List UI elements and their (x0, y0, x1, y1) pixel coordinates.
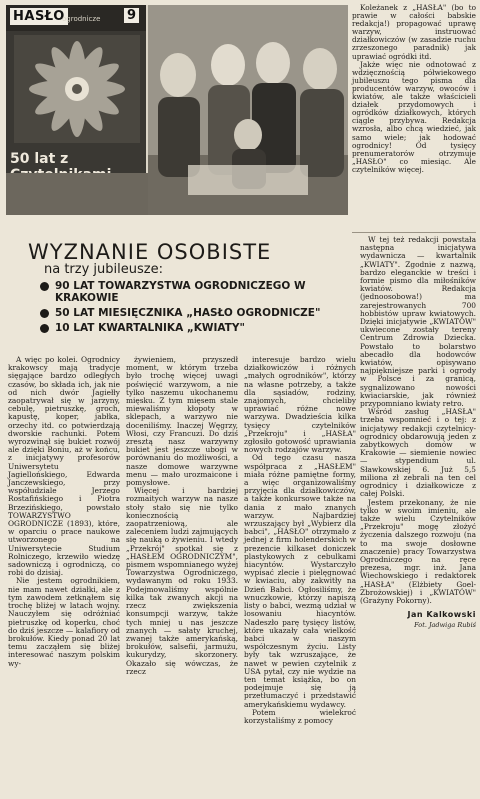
article-title: WYZNANIE OSOBISTE (28, 240, 272, 265)
bullet-icon (40, 324, 49, 333)
body-column-2 (126, 356, 238, 725)
body-paragraph: A więc po kolei. Ogrodnicy krakowscy mają tradycje sięgające bardzo odległych czasów, bo składa ich, jak nie od nich dwór Jagiełły zaopatrywał się w jarzyny, cebulę, pietruszkę, groch, kapustę, koper, jabłka, orzechy itd. co potwierdzają dworskie rachunki. Potem wyrozwinął się bukiet rozwój ale dzięki Boniu, aż w końcu, z inicjatywy profesorów Uniwersytetu Jagiellońskiego, Edwarda Janczewskiego, przy współudziale Jerzego Rostafińskiego i Piotra Brzezińskiego, powstało TOWARZYSTWO OGRODNICZE (1893), które, w oparciu o prace naukowe utworzonego na Uniwersytecie Studium Rolniczego, krzewiło wiedzę sadowniczą i ogrodniczą, co robi do dzisiaj. (8, 355, 120, 578)
right-paragraph: W tej też redakcji powstała następna inicjatywa wydawnicza — kwartalnik „KWIATY". Zgodnie z nazwą, bardzo eleganckie w treści i formie pismo dla miłośników kwiatów. Redakcja (jednoosobowa!) ma zarejestrowanych 700 hobbistów upraw kwiatowych. Dzięki inicjatywie „KWIATÓW" ukwiecone zostały tereny Centrum Zdrowia Dziecka. Powstało to bolarstwo abecadło dla hodowców kwiatów, opisywano najpiękniejsze parki i ogrody w Polsce i za granicą, sygnalizowano nowości kwiaciarskie, jak również przypomniano kwiaty retro. (360, 235, 476, 409)
jubilee-item: 50 LAT MIESIĘCZNIKA „HASŁO OGRODNICZE" (40, 307, 360, 319)
body-paragraph: Więcej i bardziej rozmaitych warzyw na nasze stoły stało się nie tylko koniecznością zaopatrzeniową, ale zaleceniem ludzi zajmujących się nauką o żywieniu. I wtedy „Przekrój" spotkał się z „HASŁEM OGRODNICZYM", pismem wspomnianego wyżej Towarzystwa Ogrodniczego, wydawanym od roku 1933. Podejmowaliśmy wspólnie kilka tak zwanych akcji na rzecz zwiększenia konsumpcji warzyw, także tych mniej u nas jeszcze znanych — sałaty kruchej, zwanej także amerykańską, brokułów, salsefii, jarmużu, kukurydzy, skorzonery. Okazało się wówczas, że rzecz (126, 486, 238, 676)
cover-masthead (6, 5, 146, 31)
cover-subtitle: ogrodnicze (62, 15, 101, 23)
photo-table (6, 173, 148, 215)
right-paragraph: Jestem przekonany, że nie tylko w swoim imieniu, ale także wielu Czytelników „Przekroju" mogę złożyć życzenia dalszego rozwoju (na to ma swoje dosłowne znaczenie) pracy Towarzystwa Ogrodniczego na ręce prezesa, mgr. inż. Jana Wiechowskiego i redaktorek „HASŁA" (Elżbiety Goel-Zbrożowskiej) i „KWIATÓW" (Grażyny Pokorny). (360, 497, 476, 605)
body-paragraph: interesuje bardzo wielu działkowiczów i różnych „małych ogrodników", którzy na własne potrzeby, a także dla sąsiadów, rodziny, znajomych, chcieliby uprawiać różne nowe warzywa. Dwadzieścia kilka tysięcy czytelników „Przekroju" i „HASŁA" zgłosiło gotowość uprawiania nowych rodzajów warzyw. (244, 355, 356, 455)
side-paragraph: Koleżanek z „HASŁA" (bo to prawie w całości babskie redakcja!) propagować uprawę warzyw, instruować działkowiczów (w zasadzie ruchu zrzeszonego paradnik) jak uprawiać ogródki itd. (352, 3, 476, 61)
cover-logo: HASŁO (10, 8, 68, 25)
bullet-icon (40, 309, 49, 318)
flower-image (14, 35, 140, 143)
body-column-3 (244, 356, 356, 725)
body-paragraph: Potem wielekroć korzystaliśmy z pomocy (244, 707, 356, 725)
side-paragraph: Jakże więc nie odnotować z wdzięcznością półwiekowego jubileuszu tego pisma dla producentów warzyw, owoców i kwiatów, ale także właścicieli działek przydomowych i ogródków działkowych, których ciągle przybywa. Redakcja wzrosła, albo chcą wiedzieć, jak samo wiele; jak hodować ogrodnicy! Od tysięcy prenumeratorów otrzymuje „HASŁO" co miesiąc. Ale czytelników więcej. (352, 59, 476, 174)
article-subtitle: na trzy jubileusze: (44, 262, 163, 277)
photo-credit: Fot. Jadwiga Rubiś (414, 621, 476, 630)
magazine-cover (6, 5, 148, 173)
cover-caption: 50 lat z (10, 151, 69, 167)
body-paragraph: Od tego czasu nasza współpraca z „HASŁEM" miała różne pamiętne formy, a więc organizowaliśmy przyjęcia dla działkowiczów, a także konkursowe także na dania z mało znanych warzyw. Najbardziej wrzuszający był „Wybierz dla babci", „HASŁO" otrzymało z jednej z firm holenderskich w prezencie kilkaset doniczek plastykowych z cebulkami hiacyntów. Wystarczyło wypisać zlecie i pielęgnować w kwiaciu, aby zakwitły na Dzień Babci. Ogłosiliśmy, że wnuczkowie, którzy napiszą listy o babci, wezmą udział w losowaniu hiacyntów. Nadeszło parę tysięcy listów, które ukazały cała wielkość babci w naszym współczesnym życiu. Listy były tak wzruszające, że nawet w pewien czytelnik z USA pytał, czy nie wydzie na ten temat książka, bo on podejmuje się ją przetłumaczyć i przedstawić amerykańskiemu wydawcy. (244, 453, 356, 709)
body-column-1 (8, 356, 120, 725)
right-paragraph: Wśród zasług „HASŁA" trzeba wspomnieć i o tej: z inicjatywy redakcji czytelnicy-ogrodnicy obdarowują jeden z zabytkowych domów w Krakowie — siemienie nowiec — stypendium ul. Sławkowskiej 6. Już 5,5 miliona zł zebrali na ten cel ogrodnicy i działkowicze z całej Polski. (360, 407, 476, 499)
jubilee-item: 90 LAT TOWARZYSTWA OGRODNICZEGO W KRAKOWIE (40, 280, 360, 304)
body-paragraph: żywieniem, przyszedł moment, w którym trzeba było trochę więcej uwagi poświęcić warzywom, a nie tylko naszemu ukochanemu mięsku. Z tym mięsem stale miewaliśmy kłopoty w sklepach, a warzywo nie doceniliśmy. Inaczej Węgrzy, Włosi, czy Francuzi. Do dziś zresztą nasz warzywny bukiet jest jeszcze ubogi w porównaniu do możliwości, a nasze domowe warzywne menu — mało urozmaicone i pomysłowe. (126, 355, 238, 488)
divider (352, 232, 476, 233)
header-photo (6, 5, 348, 215)
side-column (352, 4, 476, 174)
body-paragraph: Nie jestem ogrodnikiem, nie mam nawet działki, ale z tym zawodem zetknąłem się trochę bliżej w latach wojny. Nauczyłem się odróżniać pietruszkę od koperku, choć do dziś jeszcze — kalafiory od brokułów. Kiedy ponad 20 lat temu zacząłem się bliżej interesować naszym polskim wy- (8, 576, 120, 668)
group-photo (148, 5, 348, 215)
bullet-icon (40, 282, 49, 291)
right-column (360, 236, 476, 630)
author-signature: Jan Kalkowski (407, 610, 476, 620)
article-body (8, 356, 356, 725)
jubilee-list (40, 280, 360, 337)
cover-issue-number: 9 (124, 8, 139, 23)
jubilee-item: 10 LAT KWARTALNIKA „KWIATY" (40, 322, 360, 334)
